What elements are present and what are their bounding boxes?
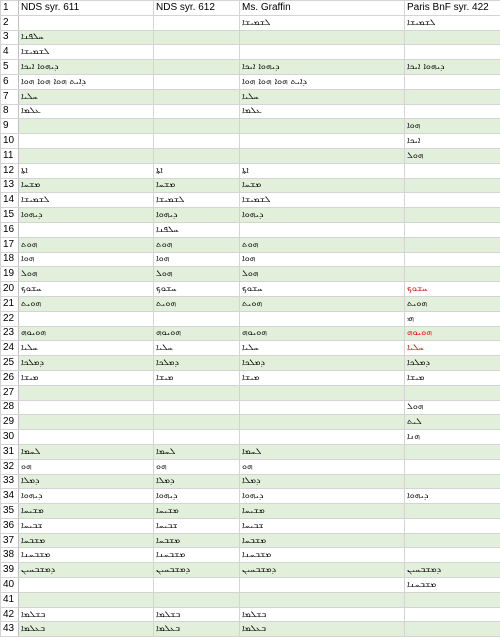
cell[interactable]: ܡܫܚܐ bbox=[240, 178, 405, 193]
cell[interactable] bbox=[405, 178, 500, 193]
cell[interactable] bbox=[405, 385, 500, 400]
cell[interactable]: ܡܫܝܚܐ bbox=[240, 504, 405, 519]
cell[interactable]: ܗܘܝܬ bbox=[240, 296, 405, 311]
cell[interactable]: ܕܡܠܟܐ bbox=[240, 356, 405, 371]
cell[interactable] bbox=[240, 430, 405, 445]
cell[interactable] bbox=[154, 119, 240, 134]
cell[interactable] bbox=[405, 252, 500, 267]
table-row bbox=[1, 592, 500, 607]
table-row bbox=[1, 326, 500, 341]
table-row bbox=[1, 474, 500, 489]
cell[interactable] bbox=[154, 74, 240, 89]
cell[interactable]: ܡܫܒܚܢܐ bbox=[405, 578, 500, 593]
row-number[interactable]: 16 bbox=[1, 222, 19, 237]
table-row bbox=[1, 222, 500, 237]
row-number[interactable]: 39 bbox=[1, 563, 19, 578]
cell[interactable]: ܗܘܐ bbox=[154, 252, 240, 267]
table-row bbox=[1, 178, 500, 193]
cell[interactable] bbox=[19, 148, 154, 163]
cell[interactable]: ܡܝܫܐ bbox=[19, 370, 154, 385]
cell[interactable] bbox=[405, 237, 500, 252]
cell[interactable] bbox=[405, 163, 500, 178]
cell[interactable]: ܕܐܝܬ ܗܘܐ ܗܘܐ ܗܘܐ bbox=[240, 74, 405, 89]
cell[interactable]: ܕܡܠܟܐ bbox=[405, 356, 500, 371]
table-row bbox=[1, 548, 500, 563]
cell[interactable]: ܗܘܝܘܗ bbox=[154, 326, 240, 341]
cell[interactable]: ܗܘܝܬ bbox=[19, 296, 154, 311]
cell[interactable]: ܡܝܫܐ bbox=[240, 370, 405, 385]
cell[interactable]: ܗܘܠ bbox=[405, 148, 500, 163]
cell[interactable] bbox=[240, 30, 405, 45]
row-number[interactable]: 13 bbox=[1, 178, 19, 193]
cell[interactable]: ܒܫܠܡܐ bbox=[19, 607, 154, 622]
table-row bbox=[1, 518, 500, 533]
cell[interactable] bbox=[240, 385, 405, 400]
cell[interactable]: ܕܡܫܒܚܝܢ bbox=[405, 563, 500, 578]
cell[interactable]: ܗܝ bbox=[405, 311, 500, 326]
cell[interactable]: ܡܫܚܐ bbox=[154, 178, 240, 193]
cell[interactable]: ܚܠܝܐ bbox=[19, 89, 154, 104]
cell[interactable]: ܫܒܝܚܐ bbox=[154, 518, 240, 533]
cell[interactable] bbox=[154, 89, 240, 104]
table-row bbox=[1, 444, 500, 459]
cell[interactable] bbox=[240, 45, 405, 60]
row-number[interactable]: 36 bbox=[1, 518, 19, 533]
table-row bbox=[1, 415, 500, 430]
header-cell-nds-612[interactable]: NDS syr. 612 bbox=[154, 1, 240, 16]
cell[interactable]: ܚܠܝܐ bbox=[240, 341, 405, 356]
cell[interactable]: ܚܫܘܟ bbox=[154, 282, 240, 297]
cell[interactable]: ܕܡܫܒܚܝܢ bbox=[154, 563, 240, 578]
cell[interactable] bbox=[19, 415, 154, 430]
cell[interactable]: ܕܐܝܬ ܗܘܐ ܗܘܐ ܗܘܐ bbox=[19, 74, 154, 89]
row-number[interactable]: 31 bbox=[1, 444, 19, 459]
cell[interactable] bbox=[240, 222, 405, 237]
row-number[interactable]: 11 bbox=[1, 148, 19, 163]
table-row bbox=[1, 45, 500, 60]
table-row bbox=[1, 296, 500, 311]
cell[interactable]: ܗܢܐ bbox=[405, 430, 500, 445]
cell[interactable]: ܚܠܝܐ bbox=[19, 341, 154, 356]
cell[interactable] bbox=[19, 134, 154, 149]
cell[interactable] bbox=[240, 578, 405, 593]
cell[interactable] bbox=[405, 222, 500, 237]
cell[interactable]: ܗܘܠ bbox=[154, 267, 240, 282]
cell[interactable]: ܗܘܬ bbox=[19, 237, 154, 252]
row-number[interactable]: 19 bbox=[1, 267, 19, 282]
cell[interactable]: ܒܫܠܡܐ bbox=[240, 607, 405, 622]
cell[interactable]: ܡܫܒܚܢܐ bbox=[154, 548, 240, 563]
cell[interactable]: ܚܫܘܟ bbox=[240, 282, 405, 297]
cell[interactable]: ܗܘ bbox=[154, 459, 240, 474]
cell[interactable]: ܡܝܫܐ bbox=[154, 370, 240, 385]
cell[interactable]: ܒܥܠܡܐ bbox=[154, 622, 240, 637]
row-number[interactable]: 18 bbox=[1, 252, 19, 267]
cell[interactable] bbox=[405, 193, 500, 208]
row-number[interactable]: 17 bbox=[1, 237, 19, 252]
table-row bbox=[1, 193, 500, 208]
cell[interactable]: ܠܫܡܝܫܐ bbox=[405, 15, 500, 30]
cell[interactable] bbox=[19, 15, 154, 30]
row-number[interactable]: 15 bbox=[1, 208, 19, 223]
cell[interactable]: ܕܝܗܘܐ bbox=[154, 489, 240, 504]
cell[interactable] bbox=[19, 430, 154, 445]
row-number[interactable]: 23 bbox=[1, 326, 19, 341]
header-cell-graffin[interactable]: Ms. Graffin bbox=[240, 1, 405, 16]
cell[interactable] bbox=[405, 504, 500, 519]
table-row bbox=[1, 282, 500, 297]
cell[interactable]: ܗܘܬ bbox=[154, 237, 240, 252]
cell[interactable]: ܡܫܚܐ bbox=[19, 178, 154, 193]
cell[interactable]: ܗܘܠ bbox=[19, 267, 154, 282]
cell[interactable] bbox=[240, 311, 405, 326]
table-row bbox=[1, 208, 500, 223]
cell[interactable] bbox=[405, 548, 500, 563]
row-number[interactable]: 29 bbox=[1, 415, 19, 430]
cell[interactable]: ܕܝܗܘܐ ܐܝܟܐ bbox=[240, 60, 405, 75]
table-row bbox=[1, 533, 500, 548]
table-row bbox=[1, 30, 500, 45]
cell[interactable]: ܡܫܝܚܐ bbox=[19, 504, 154, 519]
cell[interactable] bbox=[154, 30, 240, 45]
row-number[interactable]: 2 bbox=[1, 15, 19, 30]
cell[interactable]: ܕܝܗܘܐ ܐܝܟܐ bbox=[405, 60, 500, 75]
table-row bbox=[1, 400, 500, 415]
cell[interactable]: ܠܚܡܐ bbox=[240, 444, 405, 459]
cell[interactable]: ܗܘܝܬ bbox=[405, 296, 500, 311]
cell[interactable]: ܠܝܬ bbox=[405, 415, 500, 430]
row-number[interactable]: 38 bbox=[1, 548, 19, 563]
cell[interactable]: ܫܒܝܚܐ bbox=[19, 518, 154, 533]
table-row bbox=[1, 430, 500, 445]
cell[interactable] bbox=[240, 148, 405, 163]
cell[interactable]: ܡܫܒܚܐ bbox=[19, 533, 154, 548]
row-number[interactable]: 24 bbox=[1, 341, 19, 356]
table-row bbox=[1, 489, 500, 504]
cell[interactable]: ܫܒܝܚܐ bbox=[240, 518, 405, 533]
cell[interactable] bbox=[154, 385, 240, 400]
row-number[interactable]: 1 bbox=[1, 1, 19, 16]
row-number[interactable]: 41 bbox=[1, 592, 19, 607]
cell[interactable] bbox=[240, 119, 405, 134]
row-number[interactable]: 32 bbox=[1, 459, 19, 474]
cell[interactable] bbox=[19, 592, 154, 607]
cell[interactable]: ܕܝܗܘܐ ܐܝܟܐ bbox=[19, 60, 154, 75]
cell[interactable]: ܗܘܝܘܗ bbox=[19, 326, 154, 341]
row-number[interactable]: 43 bbox=[1, 622, 19, 637]
cell[interactable]: ܕܝܗܘܐ bbox=[240, 208, 405, 223]
cell[interactable] bbox=[405, 89, 500, 104]
cell[interactable]: ܕܡܠܟܐ bbox=[154, 356, 240, 371]
cell[interactable]: ܕܡܠܐ bbox=[19, 474, 154, 489]
cell[interactable]: ܗܘܐ bbox=[240, 252, 405, 267]
row-number[interactable]: 25 bbox=[1, 356, 19, 371]
cell[interactable] bbox=[19, 311, 154, 326]
cell[interactable]: ܠܫܡܝܫܐ bbox=[240, 15, 405, 30]
cell[interactable]: ܡܫܝܚܐ bbox=[154, 504, 240, 519]
table-row bbox=[1, 311, 500, 326]
table-row bbox=[1, 119, 500, 134]
table-row bbox=[1, 385, 500, 400]
cell[interactable]: ܐܝܟܐ bbox=[405, 134, 500, 149]
row-number[interactable]: 28 bbox=[1, 400, 19, 415]
cell[interactable] bbox=[154, 578, 240, 593]
row-number[interactable]: 26 bbox=[1, 370, 19, 385]
table-row bbox=[1, 459, 500, 474]
cell[interactable]: ܕܝܗܘܐ bbox=[19, 208, 154, 223]
cell[interactable]: ܒܥܠܡܐ bbox=[240, 622, 405, 637]
cell[interactable]: ܥܠܡܐ bbox=[240, 104, 405, 119]
cell[interactable]: ܕܡܫܒܚܝܢ bbox=[240, 563, 405, 578]
cell[interactable] bbox=[154, 134, 240, 149]
cell[interactable]: ܚܫܘܟ bbox=[405, 282, 500, 297]
row-number[interactable]: 4 bbox=[1, 45, 19, 60]
table-row bbox=[1, 104, 500, 119]
row-number[interactable]: 22 bbox=[1, 311, 19, 326]
cell[interactable] bbox=[405, 104, 500, 119]
cell[interactable]: ܡܝܫܐ bbox=[405, 370, 500, 385]
cell[interactable] bbox=[19, 400, 154, 415]
table-row bbox=[1, 370, 500, 385]
cell[interactable] bbox=[405, 74, 500, 89]
cell[interactable]: ܗܘܠ bbox=[240, 267, 405, 282]
row-number[interactable]: 5 bbox=[1, 60, 19, 75]
table-row bbox=[1, 74, 500, 89]
row-number[interactable]: 37 bbox=[1, 533, 19, 548]
row-number[interactable]: 34 bbox=[1, 489, 19, 504]
cell[interactable] bbox=[405, 533, 500, 548]
header-cell-nds-611[interactable]: NDS syr. 611 bbox=[19, 1, 154, 16]
cell[interactable]: ܥܠܡܐ bbox=[19, 104, 154, 119]
header-row bbox=[1, 1, 500, 16]
cell[interactable]: ܗܘܐ bbox=[405, 119, 500, 134]
cell[interactable]: ܕܝܗܘܐ bbox=[19, 489, 154, 504]
cell[interactable] bbox=[154, 60, 240, 75]
cell[interactable]: ܚܫܘܟ bbox=[19, 282, 154, 297]
cell[interactable]: ܠܫܡܝܫܐ bbox=[19, 45, 154, 60]
cell[interactable] bbox=[405, 444, 500, 459]
cell[interactable]: ܡܫܒܚܢܐ bbox=[19, 548, 154, 563]
row-number[interactable]: 9 bbox=[1, 119, 19, 134]
table-row bbox=[1, 622, 500, 637]
cell[interactable] bbox=[405, 267, 500, 282]
cell[interactable] bbox=[405, 30, 500, 45]
table-row bbox=[1, 134, 500, 149]
cell[interactable] bbox=[405, 622, 500, 637]
header-cell-paris[interactable]: Paris BnF syr. 422 bbox=[405, 1, 500, 16]
table-row bbox=[1, 578, 500, 593]
cell[interactable] bbox=[19, 578, 154, 593]
cell[interactable]: ܚܠܦܢܐ bbox=[154, 222, 240, 237]
cell[interactable] bbox=[405, 607, 500, 622]
row-number[interactable]: 21 bbox=[1, 296, 19, 311]
table-row bbox=[1, 563, 500, 578]
cell[interactable] bbox=[405, 592, 500, 607]
cell[interactable]: ܒܥܠܡܐ bbox=[19, 622, 154, 637]
cell[interactable]: ܐܬܐ bbox=[19, 163, 154, 178]
cell[interactable]: ܗܘܠ bbox=[405, 400, 500, 415]
row-number[interactable]: 7 bbox=[1, 89, 19, 104]
cell[interactable] bbox=[154, 592, 240, 607]
row-number[interactable]: 40 bbox=[1, 578, 19, 593]
cell[interactable]: ܗܘܝܬ bbox=[154, 296, 240, 311]
row-number[interactable]: 35 bbox=[1, 504, 19, 519]
cell[interactable]: ܠܫܡܝܫܐ bbox=[154, 193, 240, 208]
cell[interactable] bbox=[154, 430, 240, 445]
cell[interactable]: ܗܘ bbox=[240, 459, 405, 474]
cell[interactable] bbox=[154, 415, 240, 430]
table-row bbox=[1, 267, 500, 282]
table-row bbox=[1, 148, 500, 163]
cell[interactable] bbox=[240, 415, 405, 430]
cell[interactable] bbox=[19, 385, 154, 400]
table-row bbox=[1, 252, 500, 267]
row-number[interactable]: 12 bbox=[1, 163, 19, 178]
cell[interactable] bbox=[240, 592, 405, 607]
row-number[interactable]: 27 bbox=[1, 385, 19, 400]
cell[interactable]: ܕܡܠܟܐ bbox=[19, 356, 154, 371]
row-number[interactable]: 3 bbox=[1, 30, 19, 45]
table-row bbox=[1, 341, 500, 356]
cell[interactable]: ܠܚܡܐ bbox=[154, 444, 240, 459]
cell[interactable] bbox=[405, 459, 500, 474]
table-row bbox=[1, 15, 500, 30]
cell[interactable]: ܡܫܒܚܐ bbox=[240, 533, 405, 548]
row-number[interactable]: 33 bbox=[1, 474, 19, 489]
cell[interactable]: ܕܡܠܐ bbox=[154, 474, 240, 489]
cell[interactable]: ܐܬܐ bbox=[154, 163, 240, 178]
cell[interactable] bbox=[154, 104, 240, 119]
cell[interactable]: ܚܠܝܐ bbox=[240, 89, 405, 104]
cell[interactable]: ܗܘܝܘܗ bbox=[405, 326, 500, 341]
cell[interactable]: ܡܫܒܚܐ bbox=[154, 533, 240, 548]
table-row bbox=[1, 60, 500, 75]
table-row bbox=[1, 89, 500, 104]
cell[interactable] bbox=[405, 518, 500, 533]
cell[interactable]: ܕܡܠܐ bbox=[240, 474, 405, 489]
cell[interactable]: ܚܠܦܢܐ bbox=[19, 30, 154, 45]
table-row bbox=[1, 607, 500, 622]
cell[interactable] bbox=[405, 474, 500, 489]
row-number[interactable]: 30 bbox=[1, 430, 19, 445]
cell[interactable]: ܚܠܝܐ bbox=[154, 341, 240, 356]
cell[interactable] bbox=[405, 45, 500, 60]
table-row bbox=[1, 237, 500, 252]
cell[interactable]: ܠܫܡܝܫܐ bbox=[240, 193, 405, 208]
cell[interactable]: ܗܘܬ bbox=[240, 237, 405, 252]
cell[interactable]: ܠܚܡܐ bbox=[19, 444, 154, 459]
cell[interactable]: ܡܫܒܚܢܐ bbox=[240, 548, 405, 563]
cell[interactable]: ܒܫܠܡܐ bbox=[154, 607, 240, 622]
cell[interactable] bbox=[19, 119, 154, 134]
cell[interactable]: ܗܘܝܘܗ bbox=[240, 326, 405, 341]
row-number[interactable]: 8 bbox=[1, 104, 19, 119]
cell[interactable]: ܐܬܐ bbox=[240, 163, 405, 178]
cell[interactable] bbox=[154, 400, 240, 415]
table-row bbox=[1, 356, 500, 371]
cell[interactable]: ܕܡܫܒܚܝܢ bbox=[19, 563, 154, 578]
row-number[interactable]: 20 bbox=[1, 282, 19, 297]
cell[interactable] bbox=[19, 222, 154, 237]
row-number[interactable]: 42 bbox=[1, 607, 19, 622]
cell[interactable] bbox=[154, 45, 240, 60]
cell[interactable]: ܗܘ bbox=[19, 459, 154, 474]
table-row bbox=[1, 163, 500, 178]
table-row bbox=[1, 504, 500, 519]
cell[interactable] bbox=[154, 15, 240, 30]
cell[interactable]: ܕܝܗܘܐ bbox=[405, 489, 500, 504]
cell[interactable] bbox=[240, 134, 405, 149]
cell[interactable]: ܕܝܗܘܐ bbox=[240, 489, 405, 504]
cell[interactable]: ܕܝܗܘܐ bbox=[154, 208, 240, 223]
cell[interactable] bbox=[405, 208, 500, 223]
row-number[interactable]: 6 bbox=[1, 74, 19, 89]
cell[interactable] bbox=[154, 311, 240, 326]
cell[interactable] bbox=[240, 400, 405, 415]
row-number[interactable]: 14 bbox=[1, 193, 19, 208]
cell[interactable] bbox=[154, 148, 240, 163]
row-number[interactable]: 10 bbox=[1, 134, 19, 149]
cell[interactable]: ܗܘܐ bbox=[19, 252, 154, 267]
cell[interactable]: ܚܠܝܐ bbox=[405, 341, 500, 356]
cell[interactable]: ܠܫܡܝܫܐ bbox=[19, 193, 154, 208]
